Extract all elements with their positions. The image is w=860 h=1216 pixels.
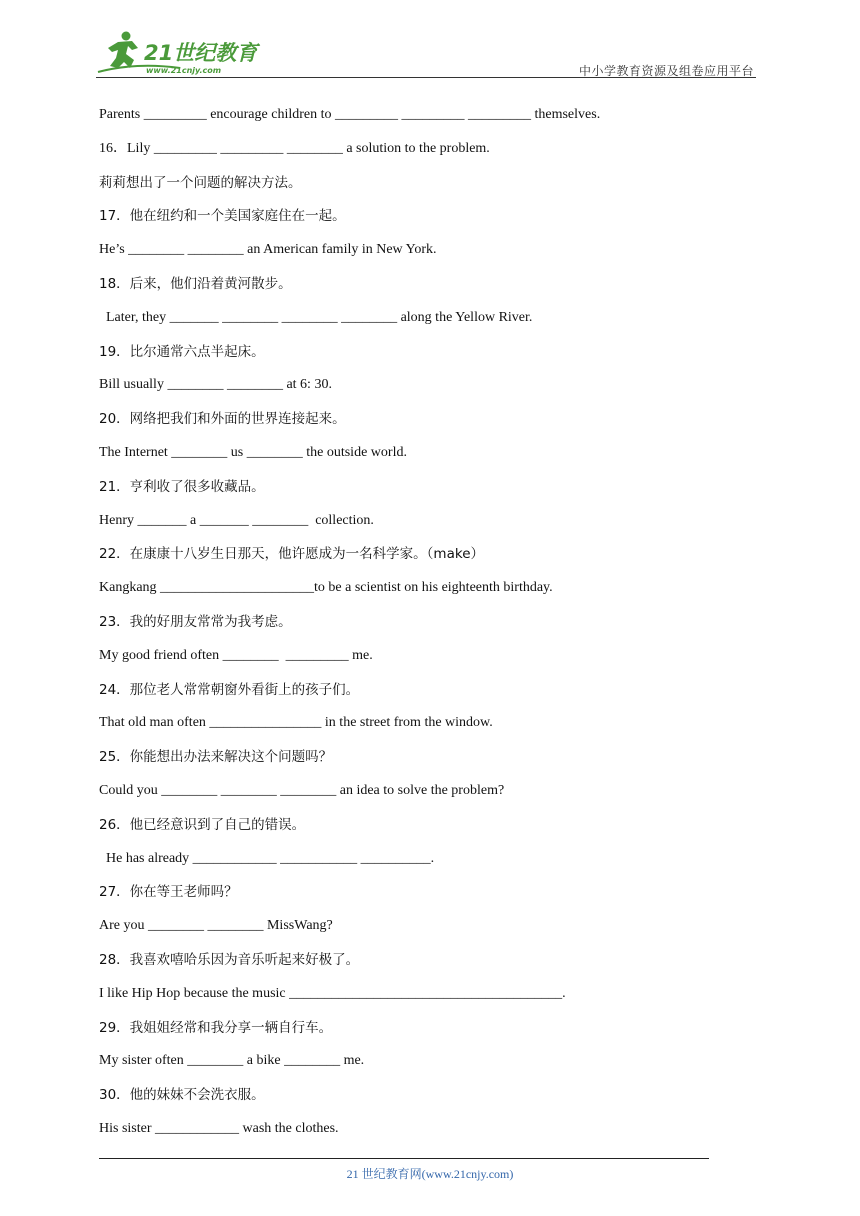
exercise-line: Henry _______ a _______ ________ collection. (99, 512, 374, 528)
header-divider (96, 77, 756, 78)
site-logo (96, 28, 266, 78)
footer-divider (99, 1158, 709, 1159)
exercise-line: 20．网络把我们和外面的世界连接起来。 (99, 411, 346, 428)
exercise-line: 27．你在等王老师吗？ (99, 884, 238, 901)
exercise-line: 23．我的好朋友常常为我考虑。 (99, 613, 292, 630)
header-platform-title: 中小学教育资源及组卷应用平台 (578, 64, 754, 78)
exercise-line: 16．Lily _________ _________ ________ a solution to the problem. (99, 140, 490, 156)
exercise-line: 25．你能想出办法来解决这个问题吗？ (99, 749, 333, 766)
page-header (96, 28, 756, 80)
exercise-line: 21．亨利收了很多收藏品。 (99, 478, 265, 495)
svg-text:21世纪教育: 21世纪教育 (144, 41, 258, 65)
svg-text:www.21cnjy.com: www.21cnjy.com (146, 66, 222, 75)
exercise-content (99, 104, 739, 1152)
exercise-line: My good friend often ________ _________ me. (99, 647, 373, 663)
exercise-line: His sister ____________ wash the clothes. (99, 1120, 339, 1136)
exercise-line: Later, they _______ ________ ________ ________ along the Yellow River. (99, 309, 533, 325)
page-footer: 21 世纪教育网(www.21cnjy.com) (346, 1167, 514, 1181)
exercise-line: That old man often ________________ in the street from the window. (99, 715, 493, 731)
exercise-line: 30．他的妹妹不会洗衣服。 (99, 1087, 265, 1104)
exercise-line: He has already ____________ ___________ __________. (99, 850, 435, 866)
exercise-line: 26．他已经意识到了自己的错误。 (99, 816, 306, 833)
exercise-line: My sister often ________ a bike ________ me. (99, 1053, 365, 1069)
exercise-line: Bill usually ________ ________ at 6: 30. (99, 377, 332, 393)
exercise-line: The Internet ________ us ________ the outside world. (99, 444, 407, 460)
exercise-line: 莉莉想出了一个问题的解决方法。 (99, 174, 302, 191)
exercise-line: Are you ________ ________ MissWang? (99, 918, 333, 934)
exercise-line: 19．比尔通常六点半起床。 (99, 343, 265, 360)
exercise-line: 17．他在纽约和一个美国家庭住在一起。 (99, 208, 346, 225)
exercise-line: I like Hip Hop because the music _______________________________________. (99, 985, 566, 1001)
exercise-line: Could you ________ ________ ________ an idea to solve the problem? (99, 782, 505, 798)
exercise-line: 22．在康康十八岁生日那天，他许愿成为一名科学家。（make） (99, 546, 484, 563)
exercise-line: 24．那位老人常常朝窗外看街上的孩子们。 (99, 681, 360, 698)
exercise-line: Parents _________ encourage children to _________ _________ _________ themselves. (99, 107, 601, 122)
exercise-line: 28．我喜欢嘻哈乐因为音乐听起来好极了。 (99, 951, 360, 968)
exercise-line: 29．我姐姐经常和我分享一辆自行车。 (99, 1019, 333, 1036)
exercise-line: Kangkang ______________________to be a scientist on his eighteenth birthday. (99, 580, 553, 596)
exercise-line: 18．后来，他们沿着黄河散步。 (99, 275, 292, 292)
exercise-line: He’s ________ ________ an American family in New York. (99, 242, 437, 258)
